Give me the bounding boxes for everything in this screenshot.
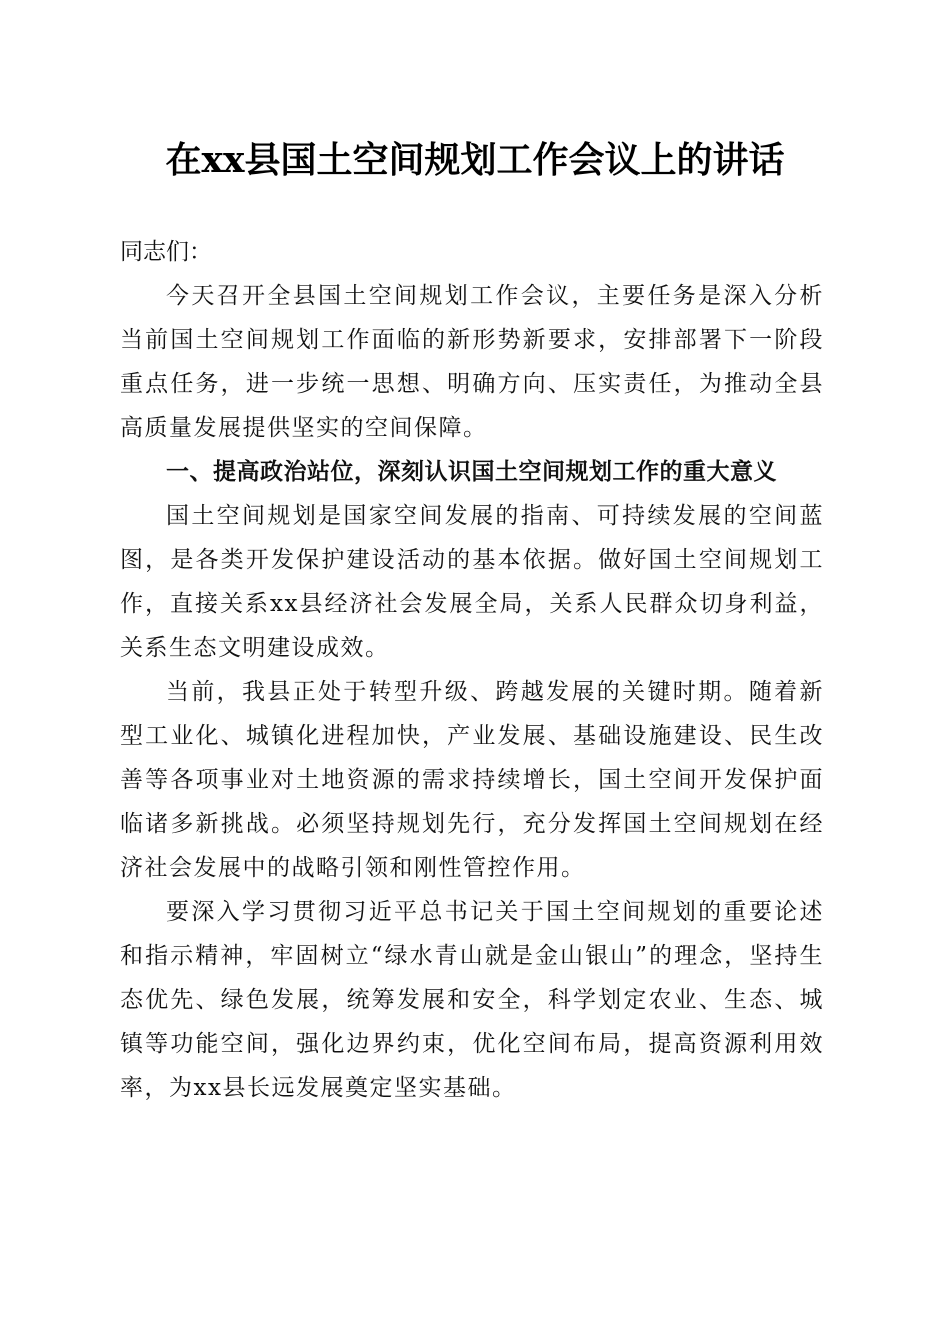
document-body [120, 230, 824, 1110]
salutation: 同志们： [120, 239, 212, 265]
paragraph-intro: 今天召开全县国土空间规划工作会议，主要任务是深入分析当前国土空间规划工作面临的新形势新要求，安排部署下一阶段重点任务，进一步统一思想、明确方向、压实责任，为推动全县高质量发展提供坚实的空间保障。 [120, 283, 824, 441]
paragraph-section1-3: 要深入学习贯彻习近平总书记关于国土空间规划的重要论述和指示精神，牢固树立“绿水青山就是金山银山”的理念，坚持生态优先、绿色发展，统筹发展和安全，科学划定农业、生态、城镇等功能空间，强化边界约束，优化空间布局，提高资源利用效率，为xx县长远发展奠定坚实基础。 [120, 899, 824, 1101]
document-title: 在xx县国土空间规划工作会议上的讲话 [165, 139, 785, 181]
section-heading-1: 一、提高政治站位，深刻认识国土空间规划工作的重大意义 [166, 459, 777, 485]
paragraph-section1-2: 当前，我县正处于转型升级、跨越发展的关键时期。随着新型工业化、城镇化进程加快，产业发展、基础设施建设、民生改善等各项事业对土地资源的需求持续增长，国土空间开发保护面临诸多新挑战。必须坚持规划先行，充分发挥国土空间规划在经济社会发展中的战略引领和刚性管控作用。 [120, 679, 824, 881]
paragraph-section1-1: 国土空间规划是国家空间发展的指南、可持续发展的空间蓝图，是各类开发保护建设活动的基本依据。做好国土空间规划工作，直接关系xx县经济社会发展全局，关系人民群众切身利益，关系生态文明建设成效。 [120, 503, 824, 661]
